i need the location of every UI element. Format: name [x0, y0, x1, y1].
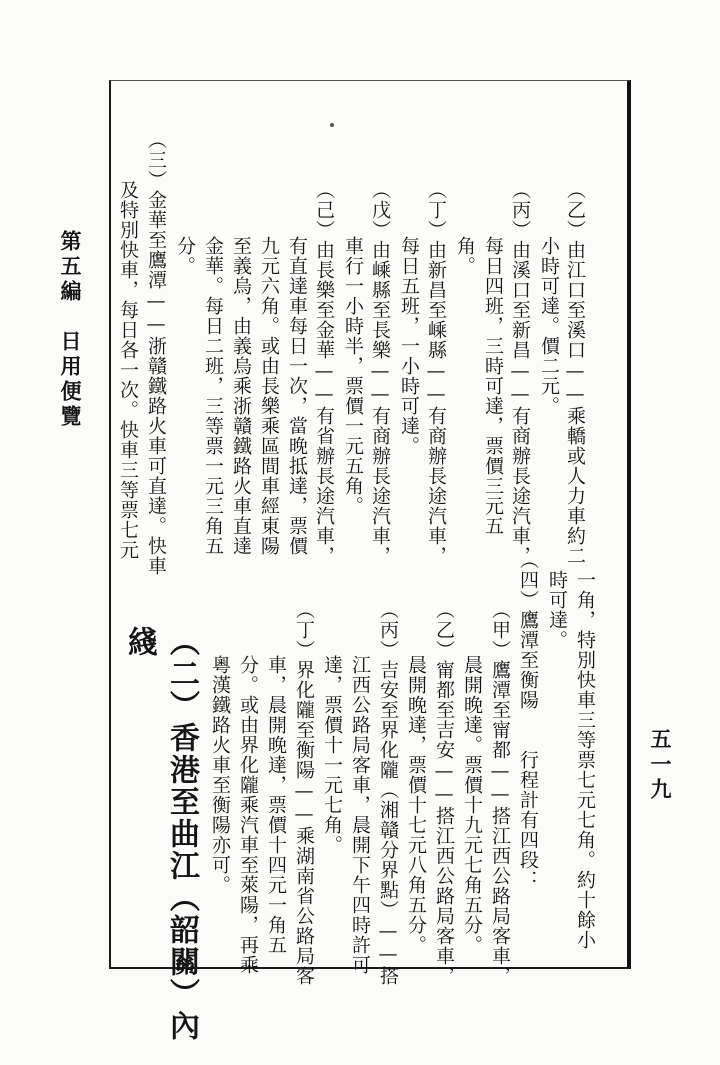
text-column: （丙）吉安至界化隴（湘贛分界點）——搭 [377, 600, 399, 986]
text-column: （三）金華至鷹潭——浙贛鐵路火車可直達。快車 [145, 130, 167, 576]
text-column: 每日五班，一小時可達。 [398, 236, 420, 456]
text-column: 金華。每日二班，三等票一元三角五 [202, 236, 224, 556]
text-column: （四）鷹潭至衡陽 行程計有四段： [517, 550, 539, 890]
text-column: 有直達車每日一次，當晚抵達，票價 [286, 236, 308, 556]
text-column: （甲）鷹潭至甯都——搭江西公路局客車， [489, 600, 511, 986]
text-column: 一角，特別快車三等票七元七角。約十餘小 [574, 570, 596, 950]
text-column: 車行一小時半，票價一元五角。 [342, 236, 364, 516]
text-column: 及特別快車，每日各一次。快車三等票七元 [117, 180, 139, 560]
text-column: （丁）由新昌至嵊縣——有商辦長途汽車， [425, 180, 447, 566]
text-column: （乙）由江口至溪口——乘轎或人力車約二 [564, 180, 586, 566]
text-column: （己）由長樂至金華——有省辦長途汽車， [313, 180, 335, 566]
text-column: 粵漢鐵路火車至衡陽亦可。 [209, 655, 231, 895]
text-column: 時可達。 [546, 570, 568, 650]
section-heading: （二）香港至曲江（韶關）內 [164, 626, 199, 1042]
text-column: （戊）由嵊縣至長樂——有商辦長途汽車， [369, 180, 391, 566]
text-column: 車，晨開晚達，票價十四元一角五 [265, 655, 287, 955]
text-column: 至義烏，由義烏乘浙贛鐵路火車直達 [230, 236, 252, 556]
section-label: 第五編 日用便覽 [58, 230, 83, 430]
text-column: （乙）甯都至吉安——搭江西公路局客車， [433, 600, 455, 986]
text-column: （丁）界化隴至衡陽——乘湖南省公路局客 [293, 600, 315, 986]
text-column: 晨開晚達。票價十九元七角五分。 [461, 655, 483, 955]
text-column: 江西公路局客車，晨開下午四時許可 [349, 655, 371, 975]
text-column: 九元六角。或由長樂乘區間車經東陽 [258, 236, 280, 556]
section-heading-tail: 綫 [122, 626, 157, 658]
text-column: 每日四班，三時可達，票價三元五 [482, 236, 504, 536]
text-column: 晨開晚達，票價十七元八角五分。 [405, 655, 427, 955]
text-column: 小時可達。價二元。 [538, 236, 560, 416]
text-column: 達，票價十一元七角。 [321, 655, 343, 855]
ink-speck [330, 123, 334, 127]
text-column: （丙）由溪口至新昌——有商辦長途汽車， [509, 180, 531, 566]
page-number: 五一九 [648, 728, 673, 803]
text-column: 角。 [454, 236, 476, 276]
text-column: 分。或由界化隴乘汽車至萊陽，再乘 [237, 655, 259, 975]
text-column: 分。 [174, 236, 196, 276]
